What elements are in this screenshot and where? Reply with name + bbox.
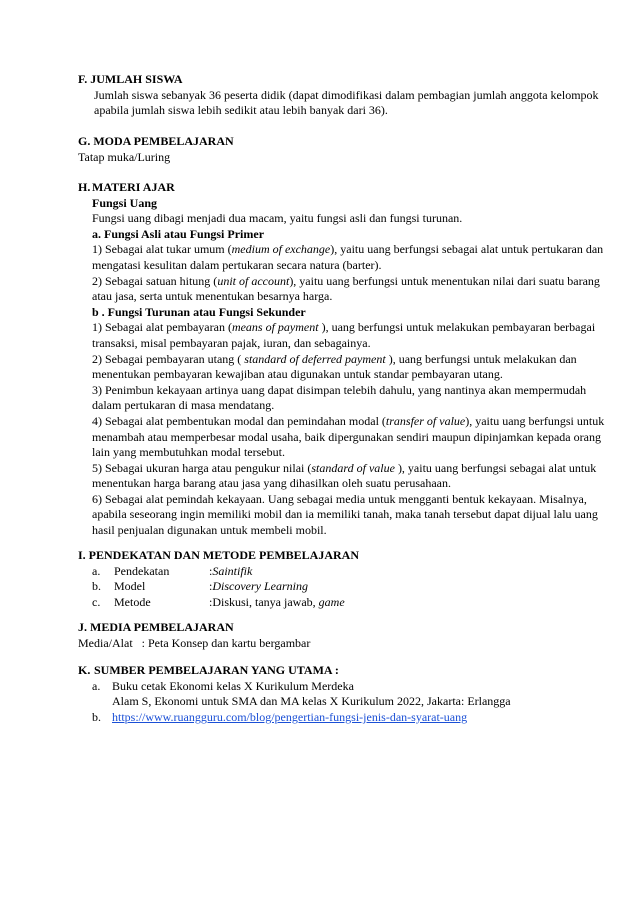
list-item: b. https://www.ruangguru.com/blog/pengertian-fungsi-jenis-dan-syarat-uang <box>92 709 468 724</box>
subsection-b-title: b . Fungsi Turunan atau Fungsi Sekunder <box>92 304 306 319</box>
table-row: c. Metode : Diskusi, tanya jawab, game <box>92 594 345 609</box>
section-letter: K. <box>78 663 91 677</box>
list-item: a. Buku cetak Ekonomi kelas X Kurikulum Merdeka Alam S, Ekonomi untuk SMA dan MA kelas X Kurikulum 2022, Jakarta: Erlangga <box>92 678 511 709</box>
section-body: Media/Alat : Peta Konsep dan kartu bergambar <box>78 635 311 650</box>
section-jumlah-siswa <box>78 72 608 119</box>
section-heading: F. JUMLAH SISWA <box>78 72 183 86</box>
list-item-a2: 2) Sebagai satuan hitung (unit of account), yaitu uang berfungsi untuk menentukan nilai dari suatu barang atau jasa, serta untuk menentukan besarnya harga. <box>92 273 600 304</box>
section-heading: I. PENDEKATAN DAN METODE PEMBELAJARAN <box>78 548 360 562</box>
section-body: Jumlah siswa sebanyak 36 peserta didik (dapat dimodifikasi dalam pembagian jumlah anggota kelompok apabila jumlah siswa lebih sedikit atau lebih banyak dari 36). <box>94 87 599 118</box>
section-title: SUMBER PEMBELAJARAN YANG UTAMA : <box>94 663 339 677</box>
table-row: a. Pendekatan : Saintifik <box>92 563 253 578</box>
section-letter: H. <box>78 180 91 194</box>
subsection-a-title: a. Fungsi Asli atau Fungsi Primer <box>92 226 265 241</box>
list-item-a1: 1) Sebagai alat tukar umum (medium of exchange), yaitu uang berfungsi sebagai alat untuk pertukaran dan mengatasi kesulitan dalam pertukaran secara natura (barter). <box>92 242 604 272</box>
list-item-b3: 3) Penimbun kekayaan artinya uang dapat disimpan telebih dahulu, yang nantinya akan mempermudah dalam pertukaran di masa mendatang. <box>92 382 587 413</box>
section-heading: G. MODA PEMBELAJARAN <box>78 134 234 148</box>
section-heading <box>78 180 608 196</box>
list-item-b4: 4) Sebagai alat pembentukan modal dan pemindahan modal (transfer of value), yaitu uang berfungsi untuk menambah atau memperbesar modal usaha, baik dipergunakan sendiri maupun dipinjamkan kepada orang lain yang membutuhkan modal tersebut. <box>92 413 605 460</box>
section-title: MATERI AJAR <box>92 180 175 194</box>
list-item-b6: 6) Sebagai alat pemindah kekayaan. Uang sebagai media untuk mengganti bentuk kekayaan. Misalnya, apabila seseorang ingin memiliki mobil dan ia memiliki tanah, maka tanah tersebut dapat dijual lalu uang hasil penjualan digunakan untuk membeli mobil. <box>92 491 598 538</box>
section-moda-pembelajaran <box>78 134 608 165</box>
source-link[interactable]: https://www.ruangguru.com/blog/pengertian-fungsi-jenis-dan-syarat-uang <box>112 709 468 724</box>
section-media-pembelajaran <box>78 620 608 651</box>
section-body: Tatap muka/Luring <box>78 149 171 164</box>
section-materi-ajar <box>78 180 608 539</box>
list-item-b5: 5) Sebagai ukuran harga atau pengukur nilai (standard of value ), yaitu uang berfungsi sebagai alat untuk menentukan harga barang atau jasa yang dihasilkan oleh suatu perusahaan. <box>92 460 597 491</box>
intro-paragraph: Fungsi uang dibagi menjadi dua macam, yaitu fungsi asli dan fungsi turunan. <box>92 211 463 226</box>
table-row: b. Model : Discovery Learning <box>92 579 308 594</box>
list-item-b2: 2) Sebagai pembayaran utang ( standard of deferred payment ), uang berfungsi untuk melakukan dan menentukan pembayaran kewajiban atau digunakan untuk standar pembayaran utang. <box>92 351 577 382</box>
section-heading <box>78 663 608 679</box>
subtitle: Fungsi Uang <box>92 195 158 210</box>
list-item-b1: 1) Sebagai alat pembayaran (means of payment ), uang berfungsi untuk melakukan pembayaran berbagai transaksi, misal pembayaran pajak, iuran, dan sebagainya. <box>92 320 596 350</box>
section-heading: J. MEDIA PEMBELAJARAN <box>78 620 234 634</box>
section-pendekatan-metode <box>78 548 608 610</box>
section-sumber-pembelajaran <box>78 663 608 725</box>
